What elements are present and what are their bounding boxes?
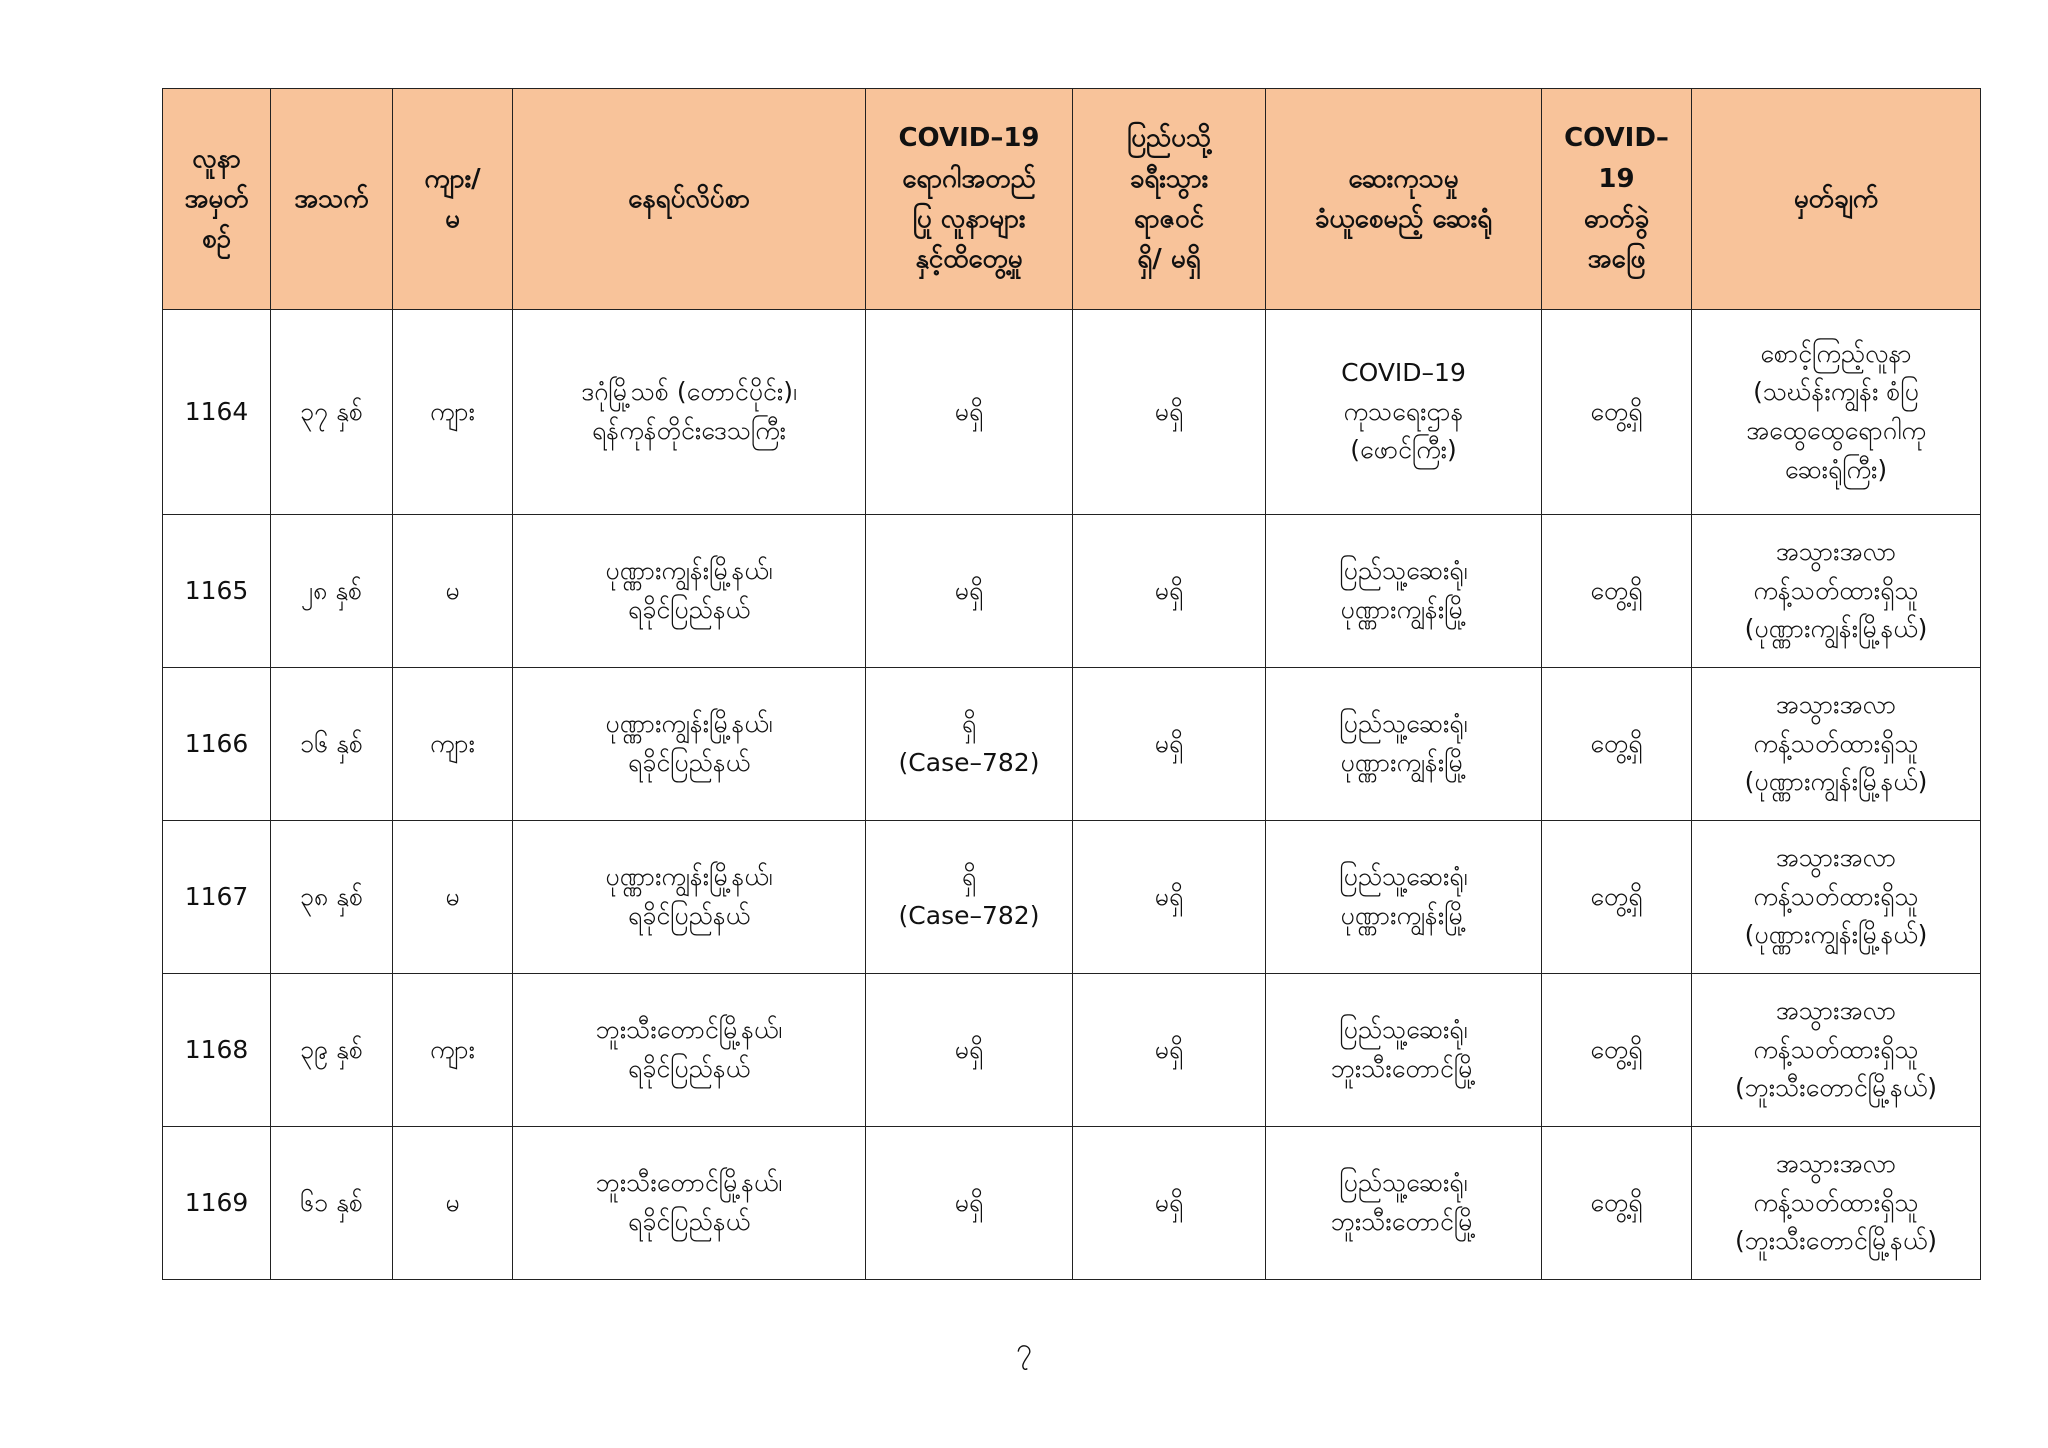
cell-line: ရခိုင်ပြည်နယ် bbox=[627, 748, 751, 777]
cell-line: ဘူးသီးတောင်မြို့နယ်၊ bbox=[595, 1168, 783, 1198]
cell-contact bbox=[866, 515, 1073, 668]
cell-line: ခံယူစေမည့် ဆေးရုံ bbox=[1314, 204, 1493, 234]
cell-line: (ဘူးသီးတောင်မြို့နယ်) bbox=[1734, 1226, 1938, 1256]
cell-line: အသွားအလာ bbox=[1775, 842, 1897, 872]
cell-case-number: 1169 bbox=[163, 1127, 271, 1280]
cell-line: မရှိ bbox=[954, 396, 984, 426]
cell-line: ကန့်သတ်ထားရှိသူ bbox=[1753, 1034, 1919, 1064]
header-test-result bbox=[1542, 89, 1692, 310]
cell-line: ပုဏ္ဏားကျွန်းမြို့နယ်၊ bbox=[605, 709, 773, 739]
cell-line: COVID–19 bbox=[1341, 357, 1466, 387]
header-remarks bbox=[1692, 89, 1981, 310]
cell-age: ၃၉ နှစ် bbox=[271, 974, 393, 1127]
cell-remarks bbox=[1692, 310, 1981, 515]
cell-hospital bbox=[1266, 1127, 1542, 1280]
cell-line: ပုဏ္ဏားကျွန်းမြို့နယ်၊ bbox=[605, 862, 773, 892]
cell-line: ကျား/ bbox=[424, 163, 481, 194]
cell-line: ဘူးသီးတောင်မြို့ bbox=[1330, 1054, 1477, 1083]
cell-line: ရောဂါအတည် bbox=[902, 163, 1036, 194]
cell-test-result: တွေ့ရှိ bbox=[1542, 1127, 1692, 1280]
cell-line: နှင့်ထိတွေ့မှု bbox=[915, 244, 1023, 275]
cell-contact bbox=[866, 974, 1073, 1127]
cell-line: နေရပ်လိပ်စာ bbox=[628, 183, 750, 214]
cell-age: ၃၇ နှစ် bbox=[271, 310, 393, 515]
cell-contact bbox=[866, 1127, 1073, 1280]
cell-line: (ပုဏ္ဏားကျွန်းမြို့နယ်) bbox=[1744, 920, 1928, 950]
case-table-container bbox=[162, 88, 1980, 1280]
header-case-number bbox=[163, 89, 271, 310]
cell-line: အသွားအလာ bbox=[1775, 689, 1897, 719]
cell-line: အထွေထွေရောဂါကု bbox=[1746, 416, 1926, 445]
cell-line: ရခိုင်ပြည်နယ် bbox=[627, 1054, 751, 1083]
cell-line: မရှိ bbox=[954, 1034, 984, 1064]
cell-sex: ကျား bbox=[393, 974, 513, 1127]
cell-line: ပြည်သူ့ဆေးရုံ၊ bbox=[1339, 1168, 1468, 1198]
cell-line: ရာဇဝင် bbox=[1133, 204, 1205, 234]
cell-line: ပြည်သူ့ဆေးရုံ၊ bbox=[1339, 862, 1468, 892]
header-sex bbox=[393, 89, 513, 310]
cell-case-number: 1165 bbox=[163, 515, 271, 668]
cell-line: (Case–782) bbox=[898, 748, 1040, 777]
cell-line: ကန့်သတ်ထားရှိသူ bbox=[1753, 575, 1919, 605]
cell-line: (ဖောင်ကြီး) bbox=[1350, 435, 1457, 465]
cell-line: 19 bbox=[1598, 163, 1635, 194]
cell-case-number: 1166 bbox=[163, 668, 271, 821]
table-header-row bbox=[163, 89, 1981, 310]
table-row bbox=[163, 515, 1981, 668]
cell-line: ရခိုင်ပြည်နယ် bbox=[627, 595, 751, 624]
cell-line: ရန်ကုန်တိုင်းဒေသကြီး bbox=[591, 416, 787, 445]
cell-line: အမှတ် bbox=[184, 183, 249, 214]
cell-line: COVID– bbox=[1564, 123, 1669, 154]
header-hospital bbox=[1266, 89, 1542, 310]
cell-hospital bbox=[1266, 821, 1542, 974]
case-table bbox=[162, 88, 1981, 1280]
cell-age: ၂၈ နှစ် bbox=[271, 515, 393, 668]
cell-age: ၁၆ နှစ် bbox=[271, 668, 393, 821]
cell-line: အသွားအလာ bbox=[1775, 536, 1897, 566]
cell-travel-history: မရှိ bbox=[1073, 310, 1266, 515]
cell-address bbox=[513, 668, 866, 821]
header-address bbox=[513, 89, 866, 310]
cell-remarks bbox=[1692, 821, 1981, 974]
cell-line: ပုဏ္ဏားကျွန်းမြို့နယ်၊ bbox=[605, 556, 773, 586]
cell-line: ပြု လူနာများ bbox=[912, 204, 1026, 234]
cell-remarks bbox=[1692, 515, 1981, 668]
cell-travel-history: မရှိ bbox=[1073, 1127, 1266, 1280]
cell-address bbox=[513, 821, 866, 974]
cell-sex: မ bbox=[393, 821, 513, 974]
cell-travel-history: မရှိ bbox=[1073, 821, 1266, 974]
table-row bbox=[163, 1127, 1981, 1280]
table-row bbox=[163, 668, 1981, 821]
cell-test-result: တွေ့ရှိ bbox=[1542, 310, 1692, 515]
cell-line: ဒဂုံမြို့သစ် (တောင်ပိုင်း)၊ bbox=[581, 377, 797, 407]
cell-travel-history: မရှိ bbox=[1073, 668, 1266, 821]
cell-line: ပြည်သူ့ဆေးရုံ၊ bbox=[1339, 1015, 1468, 1045]
cell-line: (ပုဏ္ဏားကျွန်းမြို့နယ်) bbox=[1744, 767, 1928, 797]
cell-line: (Case–782) bbox=[898, 901, 1040, 930]
cell-sex: ကျား bbox=[393, 668, 513, 821]
cell-contact bbox=[866, 668, 1073, 821]
cell-line: အဖြေ bbox=[1587, 244, 1646, 275]
cell-line: ရခိုင်ပြည်နယ် bbox=[627, 901, 751, 930]
cell-address bbox=[513, 974, 866, 1127]
cell-case-number: 1164 bbox=[163, 310, 271, 515]
cell-line: အသွားအလာ bbox=[1775, 995, 1897, 1025]
cell-line: ပုဏ္ဏားကျွန်းမြို့ bbox=[1340, 748, 1467, 777]
cell-test-result: တွေ့ရှိ bbox=[1542, 515, 1692, 668]
cell-sex: ကျား bbox=[393, 310, 513, 515]
cell-travel-history: မရှိ bbox=[1073, 515, 1266, 668]
cell-remarks bbox=[1692, 974, 1981, 1127]
cell-hospital bbox=[1266, 310, 1542, 515]
cell-line: ရှိ bbox=[961, 709, 977, 739]
cell-line: မှတ်ချက် bbox=[1793, 183, 1879, 214]
cell-hospital bbox=[1266, 668, 1542, 821]
cell-line: ပုဏ္ဏားကျွန်းမြို့ bbox=[1340, 901, 1467, 930]
header-age bbox=[271, 89, 393, 310]
cell-line: ပြည်ပသို့ bbox=[1126, 123, 1212, 154]
header-contact bbox=[866, 89, 1073, 310]
cell-line: မ bbox=[445, 204, 460, 234]
cell-address bbox=[513, 515, 866, 668]
cell-line: စဉ် bbox=[201, 224, 232, 255]
cell-hospital bbox=[1266, 515, 1542, 668]
cell-line: ကန့်သတ်ထားရှိသူ bbox=[1753, 1187, 1919, 1217]
cell-remarks bbox=[1692, 668, 1981, 821]
cell-line: ကန့်သတ်ထားရှိသူ bbox=[1753, 728, 1919, 758]
table-row bbox=[163, 821, 1981, 974]
cell-line: (သဃ်န်းကျွန်း စံပြ bbox=[1753, 377, 1919, 407]
cell-line: ရှိ/ မရှိ bbox=[1137, 244, 1201, 275]
cell-line: မရှိ bbox=[954, 575, 984, 605]
cell-address bbox=[513, 310, 866, 515]
cell-case-number: 1168 bbox=[163, 974, 271, 1127]
cell-test-result: တွေ့ရှိ bbox=[1542, 668, 1692, 821]
cell-line: အသွားအလာ bbox=[1775, 1148, 1897, 1178]
cell-line: COVID–19 bbox=[898, 123, 1040, 154]
cell-line: ပြည်သူ့ဆေးရုံ၊ bbox=[1339, 709, 1468, 739]
cell-case-number: 1167 bbox=[163, 821, 271, 974]
cell-line: ဆေးရုံကြီး) bbox=[1784, 454, 1888, 484]
cell-line: ရခိုင်ပြည်နယ် bbox=[627, 1207, 751, 1236]
table-row bbox=[163, 310, 1981, 515]
cell-contact bbox=[866, 821, 1073, 974]
cell-line: ကုသရေးဌာန bbox=[1343, 396, 1464, 426]
cell-line: (ပုဏ္ဏားကျွန်းမြို့နယ်) bbox=[1744, 614, 1928, 644]
cell-age: ၆၁ နှစ် bbox=[271, 1127, 393, 1280]
cell-sex: မ bbox=[393, 515, 513, 668]
cell-line: ခရီးသွား bbox=[1129, 163, 1209, 194]
cell-line: ရှိ bbox=[961, 862, 977, 892]
cell-line: ကန့်သတ်ထားရှိသူ bbox=[1753, 881, 1919, 911]
table-row bbox=[163, 974, 1981, 1127]
cell-line: (ဘူးသီးတောင်မြို့နယ်) bbox=[1734, 1073, 1938, 1103]
cell-line: အသက် bbox=[294, 183, 369, 214]
page-number: ၇ bbox=[1016, 1332, 1032, 1365]
cell-age: ၃၈ နှစ် bbox=[271, 821, 393, 974]
header-travel-history bbox=[1073, 89, 1266, 310]
cell-line: မရှိ bbox=[954, 1187, 984, 1217]
cell-line: စောင့်ကြည့်လူနာ bbox=[1760, 338, 1912, 368]
cell-test-result: တွေ့ရှိ bbox=[1542, 821, 1692, 974]
cell-address bbox=[513, 1127, 866, 1280]
cell-hospital bbox=[1266, 974, 1542, 1127]
cell-line: ဆေးကုသမှု bbox=[1348, 163, 1459, 194]
cell-contact bbox=[866, 310, 1073, 515]
cell-line: ဓာတ်ခွဲ bbox=[1583, 204, 1650, 234]
table-body bbox=[163, 310, 1981, 1280]
cell-test-result: တွေ့ရှိ bbox=[1542, 974, 1692, 1127]
cell-remarks bbox=[1692, 1127, 1981, 1280]
cell-line: ပုဏ္ဏားကျွန်းမြို့ bbox=[1340, 595, 1467, 624]
cell-line: ပြည်သူ့ဆေးရုံ၊ bbox=[1339, 556, 1468, 586]
cell-line: ဘူးသီးတောင်မြို့ bbox=[1330, 1207, 1477, 1236]
cell-travel-history: မရှိ bbox=[1073, 974, 1266, 1127]
cell-line: ဘူးသီးတောင်မြို့နယ်၊ bbox=[595, 1015, 783, 1045]
cell-sex: မ bbox=[393, 1127, 513, 1280]
cell-line: လူနာ bbox=[192, 143, 241, 174]
